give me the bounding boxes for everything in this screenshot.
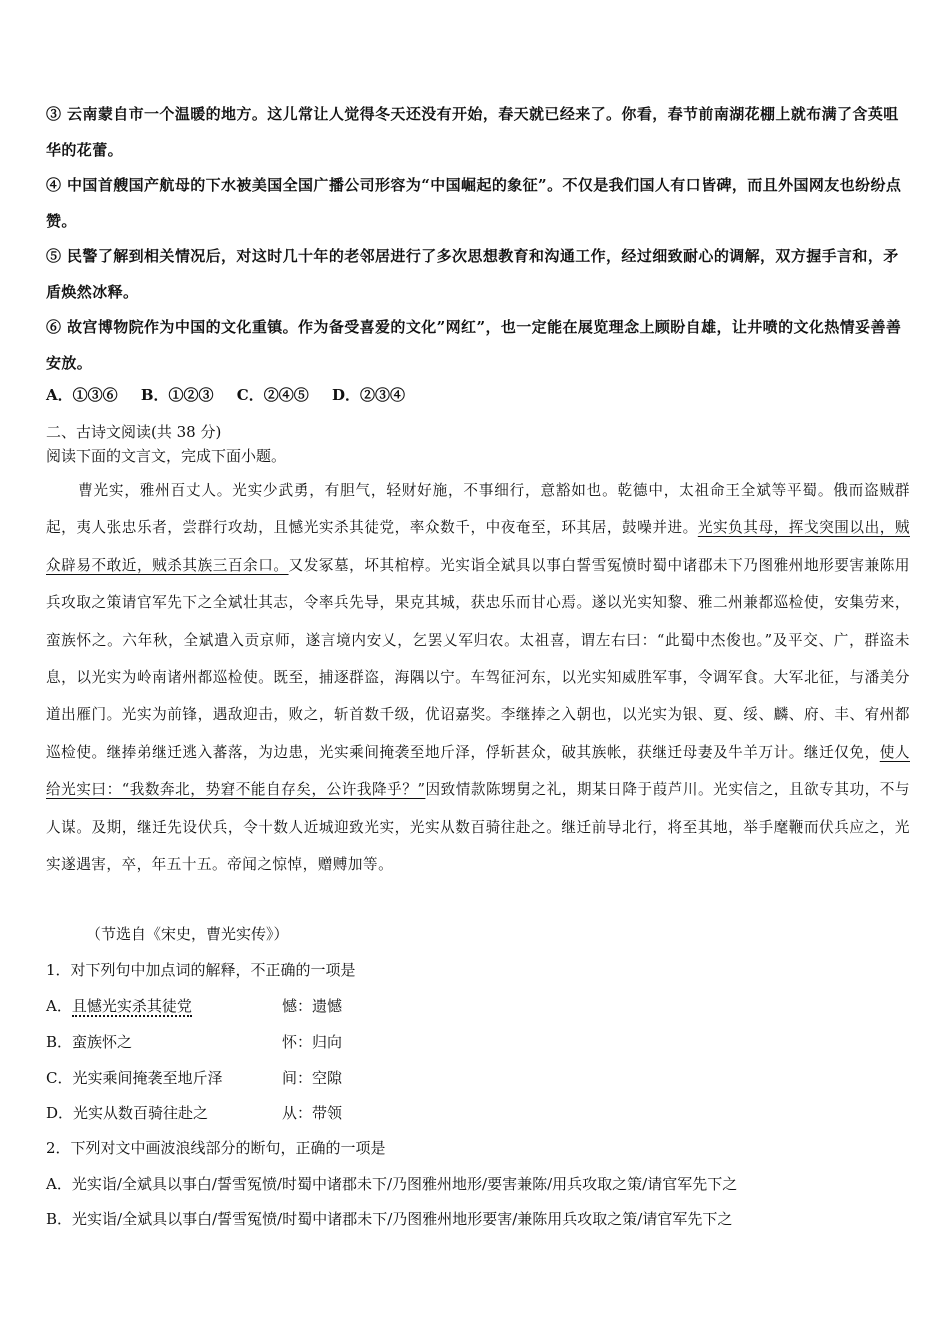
q1-option-a: A．且憾光实杀其徒党 憾：遗憾 (46, 997, 343, 1015)
passage-part-1: 曹光实，雅州百丈人。光实少武勇，有胆气，轻财好施，不事细行，意豁如也。乾德中，太祖命王全斌等平蜀。俄而盗贼群起，夷人张忠乐者，尝群行攻劫，且憾光实杀其徒党，率众数千，中夜奄至，环其居，鼓噪并进。 (46, 482, 910, 537)
sentence-item-6: ⑥ 故宫博物院作为中国的文化重镇。作为备受喜爱的文化”网红”，也一定能在展览理念上顾盼自雄，让井喷的文化热情妥善善安放。 (46, 318, 902, 372)
wavy-underline-1: 光实负其母，挥戈突围以出，贼众辟易不敢近，贼杀其族三百余口。 (46, 519, 910, 574)
q1-option-b: B．蛮族怀之 怀：归向 (46, 1033, 343, 1051)
option-a: A．①③⑥ (46, 386, 118, 404)
q1-option-d-answer: 从：带领 (282, 1104, 343, 1122)
q2-option-b: B．光实诣/全斌具以事白/誓雪冤愤/时蜀中诸郡未下/乃图雅州地形要害/兼陈用兵攻取之策/请官军先下之 (46, 1210, 733, 1228)
section-title: 二、古诗文阅读(共 38 分) (46, 423, 222, 441)
wavy-underline-2: 使人给光实曰：“我数奔北，势窘不能自存矣，公许我降乎？” (46, 743, 910, 799)
sentence-item-3: ③ 云南蒙自市一个温暖的地方。这儿常让人觉得冬天还没有开始，春天就已经来了。你看，春节前南湖花棚上就布满了含英咀华的花蕾。 (46, 105, 899, 159)
passage-part-3: 因致情款陈甥舅之礼，期某日降于葭芦川。光实信之，且欲专其功，不与人谋。及期，继迁先设伏兵，令十数人近城迎致光实，光实从数百骑往赴之。继迁前导北行，将至其地，举手麾鞭而伏兵应之，光实遂遇害，卒，年五十五。帝闻之惊悼，赠赙加等。 (46, 781, 910, 874)
dotted-phrase: 且憾光实杀其徒党 (71, 997, 192, 1015)
q1-option-c-answer: 间：空隙 (282, 1069, 343, 1087)
q1-option-a-answer: 憾：遗憾 (282, 997, 343, 1015)
passage-part-2: 又发冢墓，坏其棺椁。光实诣全斌具以事白誓雪冤愤时蜀中诸郡未下乃图雅州地形要害兼陈用兵攻取之策请官军先下之全斌壮其志，令率兵先导，果克其城，获忠乐而甘心焉。遂以光实知黎、雅二州兼都巡检使，安集劳来，蛮族怀之。六年秋，全斌遣入贡京师，遂言境内安乂，乞罢乂军归农。太祖喜，谓左右曰：“此蜀中杰俊也。”及平交、广，群盗未息，以光实为岭南诸州都巡检使。既至，捕逐群盗，海隅以宁。车驾征河东，以光实知威胜军事，令调军食。大军北征，与潘美分道出雁门。光实为前锋，遇敌迎击，败之，斩首数千级，优诏嘉奖。李继捧之入朝也，以光实为银、夏、绥、麟、府、丰、宥州都巡检使。继捧弟继迁逃入蕃落，为边患，光实乘间掩袭至地斤泽，俘斩甚众，破其族帐，获继迁母妻及牛羊万计。继迁仅免， (46, 556, 910, 761)
option-d: D．②③④ (331, 386, 405, 404)
sentence-item-4: ④ 中国首艘国产航母的下水被美国全国广播公司形容为“中国崛起的象征”。不仅是我们国人有口皆碑，而且外国网友也纷纷点赞。 (46, 176, 902, 230)
question-2-stem: 2．下列对文中画波浪线部分的断句，正确的一项是 (46, 1139, 386, 1157)
q1-option-b-answer: 怀：归向 (282, 1033, 343, 1051)
q1-option-c: C．光实乘间掩袭至地斤泽 间：空隙 (46, 1069, 343, 1087)
option-c: C．②④⑤ (236, 386, 309, 404)
question-1-stem: 1．对下列句中加点词的解释，不正确的一项是 (46, 961, 356, 979)
option-b: B．①②③ (140, 386, 214, 404)
instruction: 阅读下面的文言文，完成下面小题。 (46, 447, 287, 465)
sentence-item-5: ⑤ 民警了解到相关情况后，对这时几十年的老邻居进行了多次思想教育和沟通工作，经过细致耐心的调解，双方握手言和，矛盾焕然冰释。 (46, 247, 899, 301)
classical-passage (46, 472, 910, 883)
q1-option-d: D．光实从数百骑往赴之 从：带领 (46, 1104, 343, 1122)
q2-option-a: A．光实诣/全斌具以事白/誓雪冤愤/时蜀中诸郡未下/乃图雅州地形/要害兼陈/用兵攻取之策/请官军先下之 (46, 1175, 738, 1193)
passage-source: （节选自《宋史，曹光实传》） (86, 925, 289, 943)
answer-options (46, 384, 423, 405)
